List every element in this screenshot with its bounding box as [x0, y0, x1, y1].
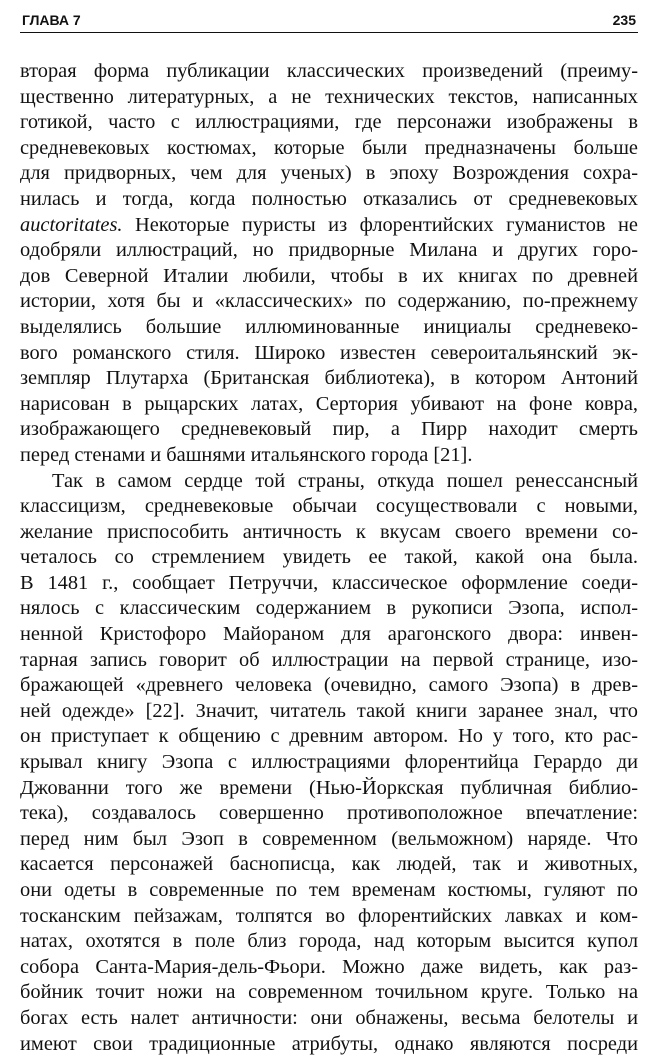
text-line: крывал книгу Эзопа с иллюстрациями флорентийца Герардо ди [20, 751, 638, 774]
text-line: перед ним был Эзоп в современном (вельможном) наряде. Что [20, 827, 638, 850]
paragraph [20, 59, 638, 469]
text-line: вторая форма публикации классических произведений (преиму- [20, 60, 638, 82]
text-line: тарная запись говорит об иллюстрации на первой странице, изо- [20, 648, 638, 671]
text-line: четалось со стремлением увидеть ее такой, какой она была. [20, 546, 638, 569]
paragraph [20, 469, 638, 1058]
text-line: истории, хотя бы и «классических» по содержанию, по-прежнему [20, 290, 638, 313]
text-line: изображающего средневековый пир, а Пирр находит смерть [20, 418, 638, 441]
text-line: дов Северной Италии любили, чтобы в их книгах по древней [20, 264, 638, 287]
chapter-title: ГЛАВА 7 [22, 12, 81, 28]
page-number: 235 [612, 12, 636, 28]
text-line: тека), создавалось совершенно противоположное впечатление: [20, 802, 638, 825]
text-line: Джованни того же времени (Нью-Йоркская публичная библио- [20, 776, 638, 799]
text-line: готикой, часто с иллюстрациями, где персонажи изображены в [20, 111, 638, 134]
text-line: классицизм, средневековые обычаи сосуществовали с новыми, [20, 495, 638, 518]
text-line: нарисован в рыцарских латах, Сертория убивают на фоне ковра, [20, 392, 638, 415]
text-line: перед стенами и башнями итальянского города [21]. [20, 443, 473, 466]
text-line: ней одежде» [22]. Значит, читатель такой книги заранее знал, что [20, 699, 638, 722]
text-line: вого романского стиля. Широко известен североитальянский эк- [20, 341, 638, 364]
text-line: Так в самом сердце той страны, откуда пошел ренессансный [52, 469, 638, 492]
text-line: нилась и тогда, когда полностью отказались от средневековых [20, 187, 638, 210]
text-line: выделялись большие иллюминованные инициалы средневеко- [20, 315, 638, 338]
text-line-rest: Некоторые пуристы из флорентийских гуманистов не [135, 213, 638, 236]
text-line: он приступает к общению с древним автором. Но у того, кто рас- [20, 725, 638, 748]
text-line: одобряли иллюстраций, но придворные Милана и других горо- [20, 239, 638, 262]
running-header [20, 12, 638, 33]
text-line: желание приспособить античность к вкусам своего времени со- [20, 520, 638, 543]
text-line: собора Санта-Мария-дель-Фьори. Можно даже видеть, как раз- [20, 955, 638, 978]
text-line: средневековых костюмах, которые были предназначены больше [20, 136, 638, 159]
text-line: для придворных, чем для ученых) в эпоху Возрождения сохра- [20, 162, 638, 185]
text-line: они одеты в современные по тем временам костюмы, гуляют по [20, 879, 638, 901]
text-line: касается персонажей баснописца, как людей, так и животных, [20, 853, 638, 876]
text-line: имеют свои традиционные атрибуты, однако являются посреди [20, 1032, 638, 1055]
text-line: бражающей «древнего человека (очевидно, самого Эзопа) в древ- [20, 674, 638, 697]
text-line: тосканским пейзажам, толпятся во флорентийских лавках и ком- [20, 904, 638, 927]
text-line: земпляр Плутарха (Британская библиотека), в котором Антоний [20, 367, 638, 390]
text-line: В 1481 г., сообщает Петруччи, классическое оформление соеди- [20, 571, 638, 594]
text-line: натах, охотятся в поле близ города, над которым высится купол [20, 930, 638, 953]
text-line: богах есть налет античности: они обнажены, весьма белотелы и [20, 1006, 638, 1029]
text-line: нялось с классическим содержанием в рукописи Эзопа, испол- [20, 597, 638, 620]
text-line: щественно литературных, а не технических текстов, написанных [20, 85, 638, 108]
italic-term: auctoritates. [20, 213, 123, 236]
text-line [20, 213, 638, 239]
text-line: бойник точит ножи на современном точильном круге. Только на [20, 981, 638, 1004]
page-body [20, 33, 638, 1057]
text-line: ненной Кристофоро Майораном для арагонского двора: инвен- [20, 623, 638, 646]
